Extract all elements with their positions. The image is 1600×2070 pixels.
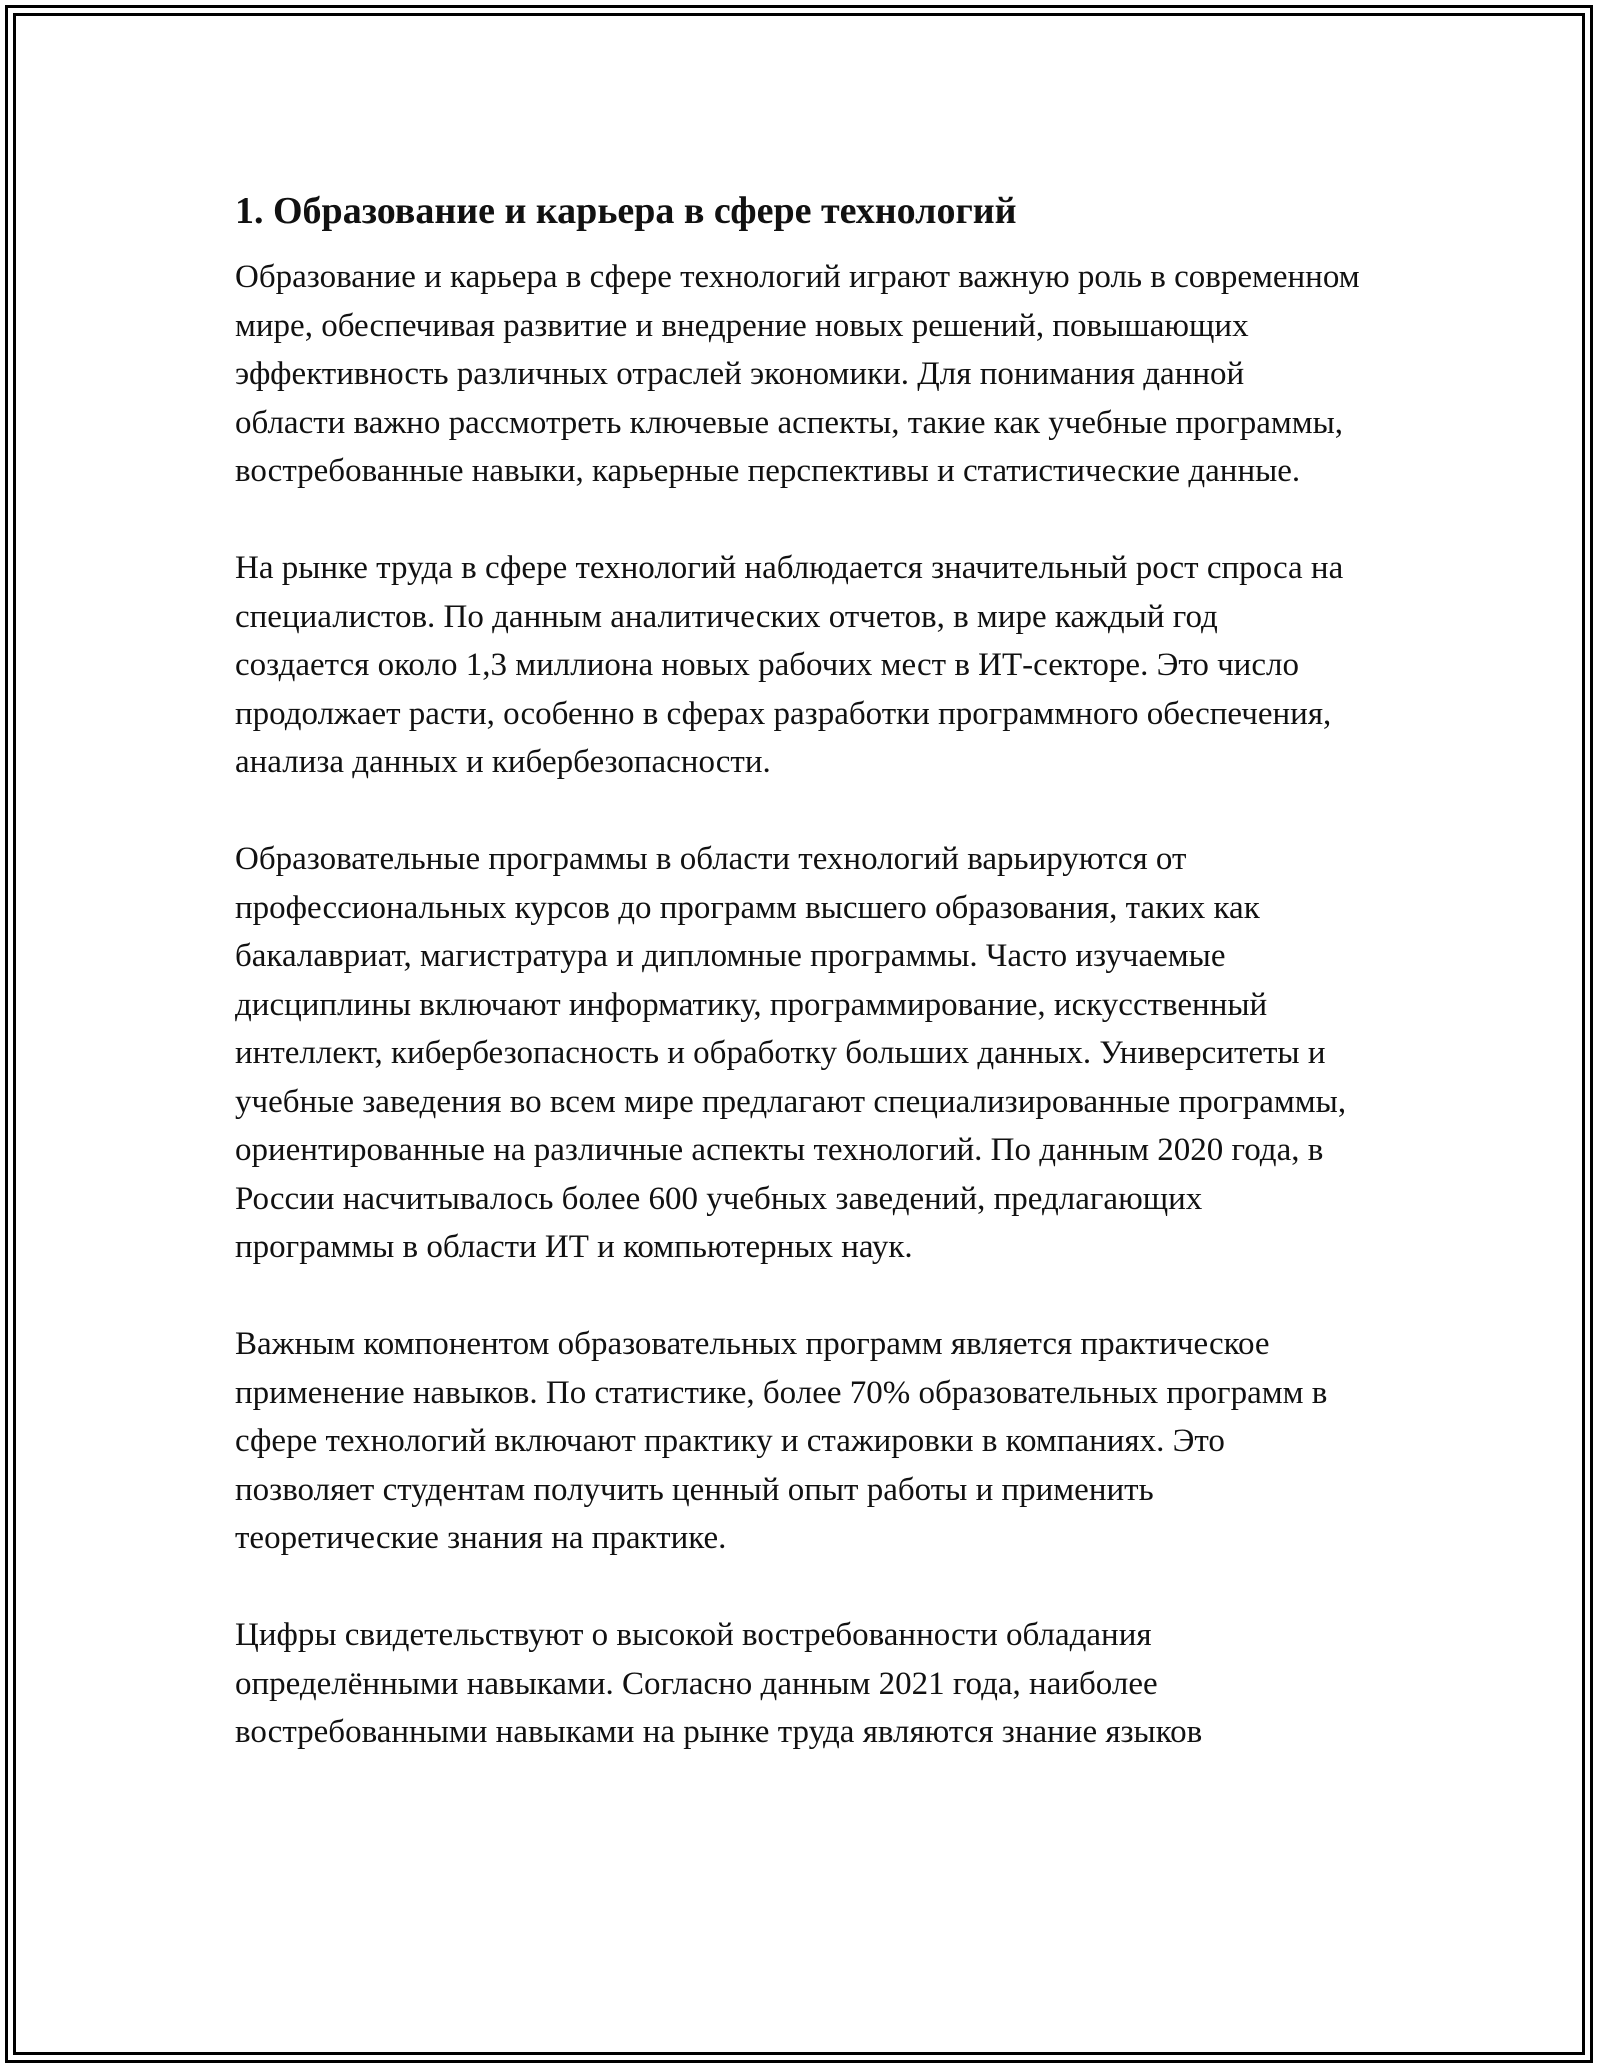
paragraph-skills-demand: Цифры свидетельствуют о высокой востребованности обладания определёнными навыками. Согласно данным 2021 года, наиболее востребованными навыками на рынке труда являются знание языков [235,1617,1203,1750]
paragraph-practical-skills: Важным компонентом образовательных программ является практическое применение навыков. По статистике, более 70% образовательных программ в сфере технологий включают практику и стажировки в компаниях. Это позволяет студентам получить ценный опыт работы и применить теоретические знания на практике. [235,1326,1328,1556]
paragraph-intro: Образование и карьера в сфере технологий играют важную роль в современном мире, обеспечивая развитие и внедрение новых решений, повышающих эффективность различных отраслей экономики. Для понимания данной области важно рассмотреть ключевые аспекты, такие как учебные программы, востребованные навыки, карьерные перспективы и статистические данные. [235,259,1360,489]
paragraph-job-market: На рынке труда в сфере технологий наблюдается значительный рост спроса на специалистов. По данным аналитических отчетов, в мире каждый год создается около 1,3 миллиона новых рабочих мест в ИТ-секторе. Это число продолжает расти, особенно в сферах разработки программного обеспечения, анализа данных и кибербезопасности. [235,550,1344,780]
document-body [235,183,1360,1757]
section-heading: 1. Образование и карьера в сфере технологий [235,190,1017,232]
paragraph-education-programs: Образовательные программы в области технологий варьируются от профессиональных курсов до программ высшего образования, таких как бакалавриат, магистратура и дипломные программы. Часто изучаемые дисциплины включают информатику, программирование, искусственный интеллект, кибербезопасность и обработку больших данных. Университеты и учебные заведения во всем мире предлагают специализированные программы, ориентированные на различные аспекты технологий. По данным 2020 года, в России насчитывалось более 600 учебных заведений, предлагающих программы в области ИТ и компьютерных наук. [235,841,1347,1265]
